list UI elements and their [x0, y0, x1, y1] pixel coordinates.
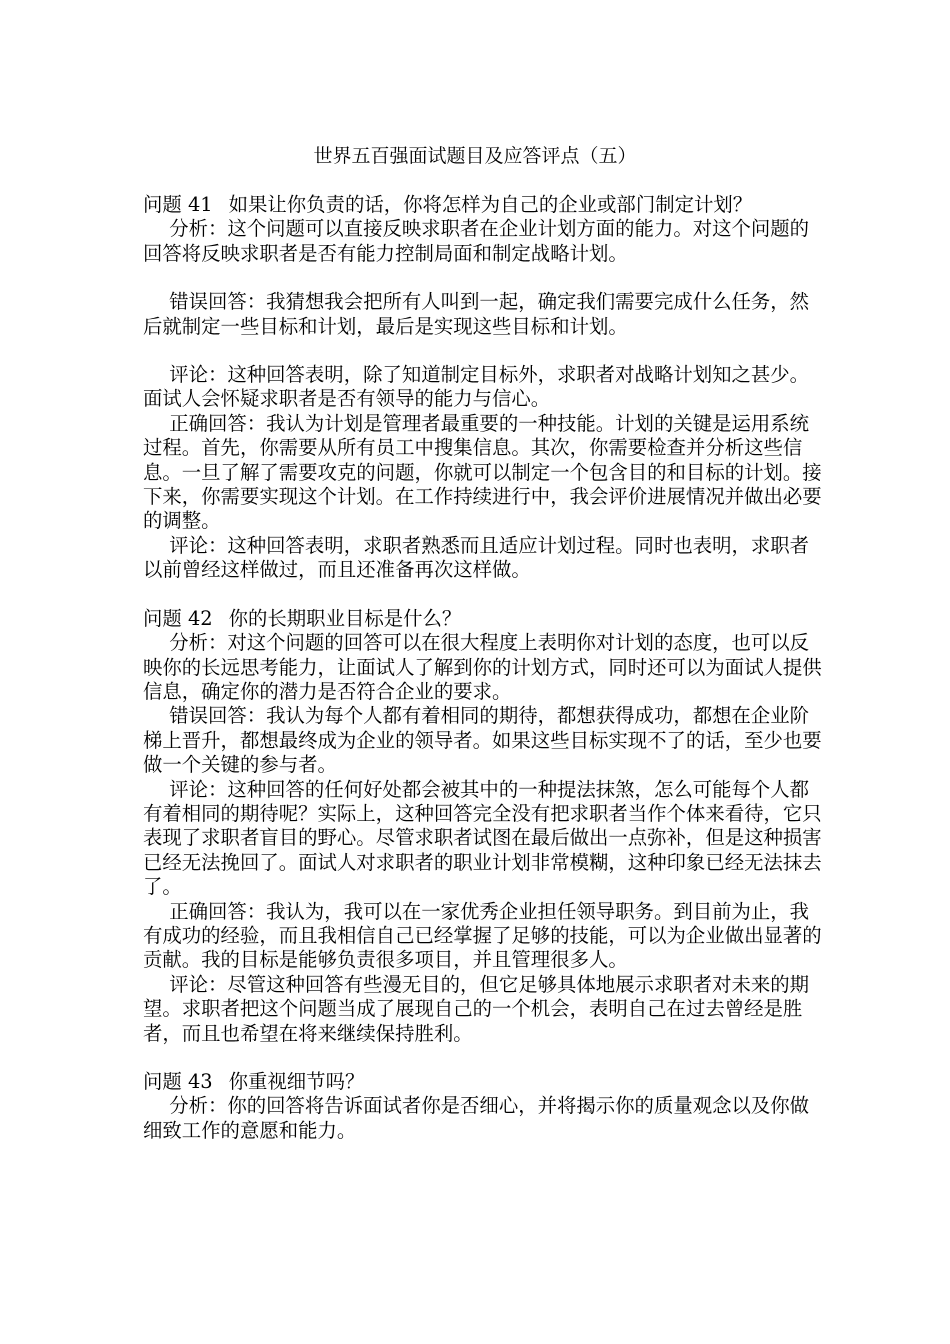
q41-analysis: 分析：这个问题可以直接反映求职者在企业计划方面的能力。对这个问题的回答将反映求职者是否有能力控制局面和制定战略计划。 [143, 217, 810, 265]
question-text: 你的长期职业目标是什么？ [228, 606, 462, 630]
q41-correct-answer: 正确回答：我认为计划是管理者最重要的一种技能。计划的关键是运用系统过程。首先，你需要从所有员工中搜集信息。其次，你需要检查并分析这些信息。一旦了解了需要攻克的问题，你就可以制定一个包含目的和目标的计划。接下来，你需要实现这个计划。在工作持续进行中，我会评价进展情况并做出必要的调整。 [143, 411, 822, 533]
q42-analysis: 分析：对这个问题的回答可以在很大程度上表明你对计划的态度，也可以反映你的长远思考能力，让面试人了解到你的计划方式，同时还可以为面试人提供信息，确定你的潜力是否符合企业的要求。 [143, 631, 822, 703]
question-43 [143, 1070, 823, 1094]
q42-comment-1: 评论：这种回答的任何好处都会被其中的一种提法抹煞，怎么可能每个人都有着相同的期待呢？实际上，这种回答完全没有把求职者当作个体来看待，它只表现了求职者盲目的野心。尽管求职者试图在最后做出一点弥补，但是这种损害已经无法挽回了。面试人对求职者的职业计划非常模糊，这种印象已经无法抹去了。 [143, 777, 822, 899]
question-text: 你重视细节吗？ [228, 1070, 365, 1093]
q41-comment-1: 评论：这种回答表明，除了知道制定目标外，求职者对战略计划知之甚少。面试人会怀疑求职者是否有领导的能力与信心。 [143, 363, 810, 411]
question-42 [143, 607, 823, 631]
question-41 [143, 193, 823, 217]
q42-comment-2: 评论：尽管这种回答有些漫无目的，但它足够具体地展示求职者对未来的期望。求职者把这个问题当成了展现自己的一个机会，表明自己在过去曾经是胜者，而且也希望在将来继续保持胜利。 [143, 972, 810, 1045]
q42-correct-answer: 正确回答：我认为，我可以在一家优秀企业担任领导职务。到目前为止，我有成功的经验，而且我相信自己已经掌握了足够的技能，可以为企业做出显著的贡献。我的目标是能够负责很多项目，并且管理很多人。 [143, 899, 822, 972]
q42-wrong-answer: 错误回答：我认为每个人都有着相同的期待，都想获得成功，都想在企业阶梯上晋升，都想最终成为企业的领导者。如果这些目标实现不了的话，至少也要做一个关键的参与者。 [143, 704, 822, 777]
question-number: 问题 41 [143, 193, 213, 216]
document-body [143, 193, 823, 1143]
question-number: 问题 42 [143, 606, 213, 630]
q43-analysis: 分析：你的回答将告诉面试者你是否细心，并将揭示你的质量观念以及你做细致工作的意愿和能力。 [143, 1094, 810, 1142]
q41-comment-2: 评论：这种回答表明，求职者熟悉而且适应计划过程。同时也表明，求职者以前曾经这样做过，而且还准备再次这样做。 [143, 533, 810, 582]
question-text: 如果让你负责的话，你将怎样为自己的企业或部门制定计划？ [228, 193, 753, 216]
document-title: 世界五百强面试题目及应答评点（五） [313, 145, 637, 167]
question-number: 问题 43 [143, 1070, 213, 1093]
q41-wrong-answer: 错误回答：我猜想我会把所有人叫到一起，确定我们需要完成什么任务，然后就制定一些目标和计划，最后是实现这些目标和计划。 [143, 290, 810, 338]
